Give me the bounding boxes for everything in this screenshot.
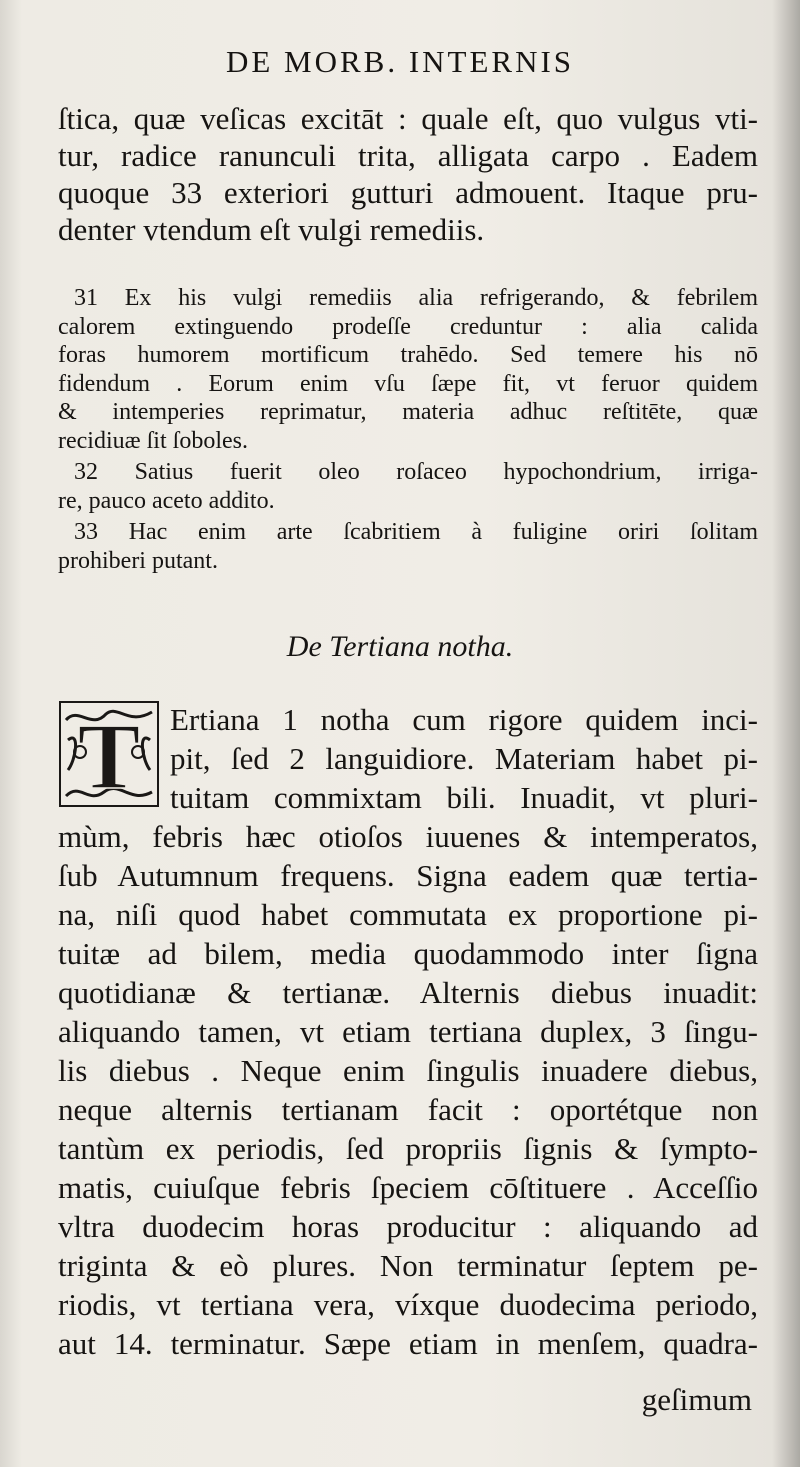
running-head: DE MORB. INTERNIS (225, 44, 575, 79)
text-line: triginta & eò plures. Non terminatur ſeptem pe- (58, 1248, 758, 1283)
main-paragraph (58, 700, 758, 1363)
note-line: prohiberi putant. (58, 547, 218, 574)
marginal-notes (58, 284, 758, 578)
text-line: riodis, vt tertiana vera, víxque duodecima periodo, (58, 1287, 758, 1322)
text-line: mùm, febris hæc otioſos iuuenes & intemperatos, (58, 819, 758, 854)
text-line: matis, cuiuſque febris ſpeciem cōſtituere . Acceſſio (58, 1170, 758, 1205)
note-line: calorem extinguendo prodeſſe creduntur : alia calida (58, 313, 758, 340)
text-line: na, niſi quod habet commutata ex proportione pi- (58, 897, 758, 932)
note-line: 33 Hac enim arte ſcabritiem à fuligine oriri ſolitam (74, 519, 758, 545)
note-line: fidendum . Eorum enim vſu ſæpe fit, vt feruor quidem (58, 370, 758, 397)
text-line: pit, ſed 2 languidiore. Materiam habet pi- (170, 741, 758, 776)
text-line: tuitam commixtam bili. Inuadit, vt pluri- (170, 780, 758, 815)
text-line: neque alternis tertianam facit : oportétque non (58, 1092, 758, 1127)
note-line: recidiuæ ſit ſoboles. (58, 427, 248, 454)
text-line: denter vtendum eſt vulgi remediis. (58, 212, 485, 247)
text-line: lis diebus . Neque enim ſingulis inuadere diebus, (58, 1053, 758, 1088)
note-31 (58, 284, 758, 455)
text-line: tantùm ex periodis, ſed propriis ſignis & ſympto- (58, 1131, 758, 1166)
text-line: vltra duodecim horas producitur : aliquando ad (58, 1209, 758, 1244)
text-line: aut 14. terminatur. Sæpe etiam in menſem, quadra- (58, 1326, 758, 1361)
top-paragraph (58, 100, 758, 248)
catchword: geſimum (641, 1382, 752, 1417)
text-line: ſub Autumnum frequens. Signa eadem quæ tertia- (58, 858, 758, 893)
text-line: quoque 33 exteriori gutturi admouent. Itaque pru- (58, 175, 758, 210)
note-32 (58, 458, 758, 515)
note-line: foras humorem mortificum trahēdo. Sed temere his nō (58, 342, 758, 368)
note-33 (58, 518, 758, 575)
text-line: aliquando tamen, vt etiam tertiana duplex, 3 ſingu- (58, 1014, 758, 1049)
initial-letter: T (77, 705, 141, 808)
text-line: ſtica, quæ veſicas excitāt : quale eſt, quo vulgus vti- (58, 101, 758, 136)
page-edge-shadow (772, 0, 800, 1467)
note-line: & intemperies reprimatur, materia adhuc reſtitēte, quæ (58, 399, 758, 425)
note-line: 31 Ex his vulgi remediis alia refrigerando, & febrilem (74, 285, 758, 311)
note-line: re, pauco aceto addito. (58, 487, 275, 514)
text-line: quotidianæ & tertianæ. Alternis diebus inuadit: (58, 975, 758, 1010)
note-line: 32 Satius fuerit oleo roſaceo hypochondrium, irriga- (74, 459, 758, 485)
text-line: tur, radice ranunculi trita, alligata carpo . Eadem (58, 138, 758, 173)
text-line: Ertiana 1 notha cum rigore quidem inci- (170, 702, 758, 737)
section-heading: De Tertiana notha. (286, 630, 514, 663)
text-line: tuitæ ad bilem, media quodammodo inter ſigna (58, 936, 758, 971)
